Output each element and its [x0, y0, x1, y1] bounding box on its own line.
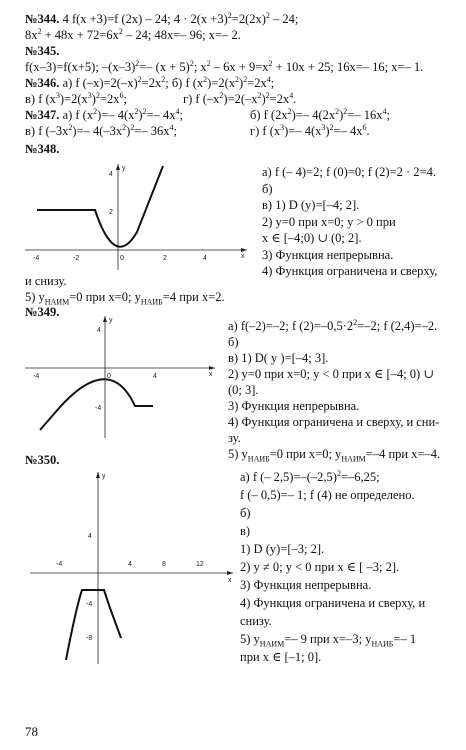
problem-347-g: г) f $(x^3)=-$ $4(x^3)^2=-$ $4x^6$. — [250, 122, 370, 138]
graph-350-x-arrow — [227, 571, 233, 575]
graph-349-tick-x-4: 4 — [153, 373, 157, 380]
problem-346-line-2: в) f $(x^3)=2(x^3)^2=2x^6$; — [25, 90, 127, 106]
graph-350-x-label: x — [228, 577, 232, 584]
graph-350-tick-y-4: 4 — [88, 533, 92, 540]
problem-344-line-2: $8x^2 + 48x + 72=6x^2 - 24$; 48x=– 96; x=– 2. — [25, 26, 241, 42]
graph-349-x-arrow — [209, 366, 215, 370]
graph-348-tick-x-2: 2 — [163, 255, 167, 262]
graph-349-y-label: y — [109, 317, 113, 324]
problem-347-line-2: в) f $(-3x^2)=-$ $4(-3x^2)^2=-$ $36x^4$; — [25, 122, 177, 138]
problem-347-line-1: №347. а) f $(x^2)=-$ $4(x^2)^2=-$ $4x^4$; — [25, 106, 183, 122]
problem-348-number: №348. — [25, 142, 60, 156]
problem-349-number: №349. — [25, 305, 60, 319]
graph-348 — [25, 160, 250, 272]
problem-350-answers: а) f (– $2,5)=-(-2,5)^2=-6,25$; f (– 0,5)=– 1; f (4) не определено. б) в) 1) D (y)=[–3; 2]. 2) y ≠ 0; y < 0 при x ∈ [ –3; 2]. 3) Функция непрерывна. 4) Функция ограничена и сверху, и снизу. 5) $y_{НАИМ}=-$ 9 при x=–3; $y_{НАИБ}=-$ 1 при x ∈ [–1; 0]. — [240, 468, 426, 664]
graph-349-tick-x-neg4: -4 — [33, 373, 40, 380]
problem-346-g: г) f $(-x^2)=2(-x^2)^2=2x^4$. — [183, 90, 297, 106]
graph-348-curve — [37, 166, 163, 247]
graph-348-tick-x-neg4: -4 — [33, 255, 40, 262]
graph-349-tick-x-0: 0 — [107, 373, 111, 380]
problem-345-number: №345. — [25, 44, 60, 58]
graph-350-tick-x-8: 8 — [162, 561, 166, 568]
graph-350-tick-x-neg4: -4 — [56, 561, 63, 568]
problem-344-line-1: №344. 4 f(x +3)=f (2x) – 24; $4 \cdot 2(x +3)^2=2(2x)^2 - 24$; — [25, 10, 299, 26]
graph-349-y-arrow — [103, 316, 107, 322]
problem-347-number: №347. — [25, 108, 60, 122]
problem-347-b: б) f $(2x^2)=-$ $4(2x^2)^2=-$ $16x^4$; — [250, 106, 390, 122]
graph-350-y-arrow — [96, 472, 100, 478]
graph-350-tick-x-4: 4 — [128, 561, 132, 568]
problem-344-number: №344. — [25, 12, 60, 26]
graph-348-tick-y-4: 4 — [109, 171, 113, 178]
graph-350-tick-y-neg8: -8 — [86, 635, 93, 642]
problem-348-answers: а) f (– 4)=2; f (0)=0; f (2)=2 · 2=4. б) в) 1) D (y)=[–4; 2]. 2) y=0 при x=0; y > 0 при x ∈ [–4;0) ∪ (0; 2]. 3) Функция непрерывна. 4) Функция ограничена и сверху, — [262, 165, 438, 278]
graph-350-tick-x-12: 12 — [196, 561, 204, 568]
graph-350-curve — [66, 590, 121, 660]
graph-348-y-label: y — [122, 165, 126, 172]
problem-350-number: №350. — [25, 453, 60, 467]
graph-348-tick-x-neg2: -2 — [73, 255, 80, 262]
problem-349-answers: а) f(–2)=–2; f $(2)=-0,5\cdot 2^2=-2$; f (2,4)=–2. б) в) 1) D( y )=[–4; 3]. 2) y=0 при x=0; y < 0 при x ∈ [–4; 0) ∪ (0; 3]. 3) Функция непрерывна. 4) Функция ограничена и сверху, и сни- зу. 5) $y_{НАИБ}=0$ при x=0; $y_{НАИМ}=-4$ при x=–4. — [228, 317, 441, 464]
problem-346-line-1: №346. а) f $(-x)=2(-x)^2=2x^2$; б) f $(x^2)=2(x^2)^2=2x^4$; — [25, 74, 275, 90]
graph-348-tick-y-2: 2 — [109, 209, 113, 216]
graph-349 — [25, 312, 220, 442]
page-number: 78 — [25, 724, 38, 739]
graph-349-tick-y-4: 4 — [97, 327, 101, 334]
problem-345-line-1: f(x–3)=f(x+5); $-(x-3)^2=-$ $(x + 5)^2$; $x^2 - 6x + 9=x^2 + 10x + 25$; 16x=– 16; x=– 1. — [25, 58, 424, 74]
graph-348-tick-x-0: 0 — [120, 255, 124, 262]
graph-350-tick-y-neg4: -4 — [86, 601, 93, 608]
graph-348-tick-x-4: 4 — [203, 255, 207, 262]
graph-348-y-arrow — [116, 164, 120, 170]
problem-346-number: №346. — [25, 76, 60, 90]
problem-348-item-5: 5) $y_{НАИМ}=0$ при x=0; $y_{НАИБ}=4$ при x=2. — [25, 290, 225, 307]
problem-348-cont: и снизу. — [25, 274, 67, 288]
graph-348-x-arrow — [241, 248, 247, 252]
graph-349-x-label: x — [209, 371, 213, 378]
graph-348-x-label: x — [241, 253, 245, 260]
graph-349-tick-y-neg4: -4 — [95, 405, 102, 412]
graph-350 — [28, 468, 238, 668]
graph-350-y-label: y — [102, 473, 106, 480]
